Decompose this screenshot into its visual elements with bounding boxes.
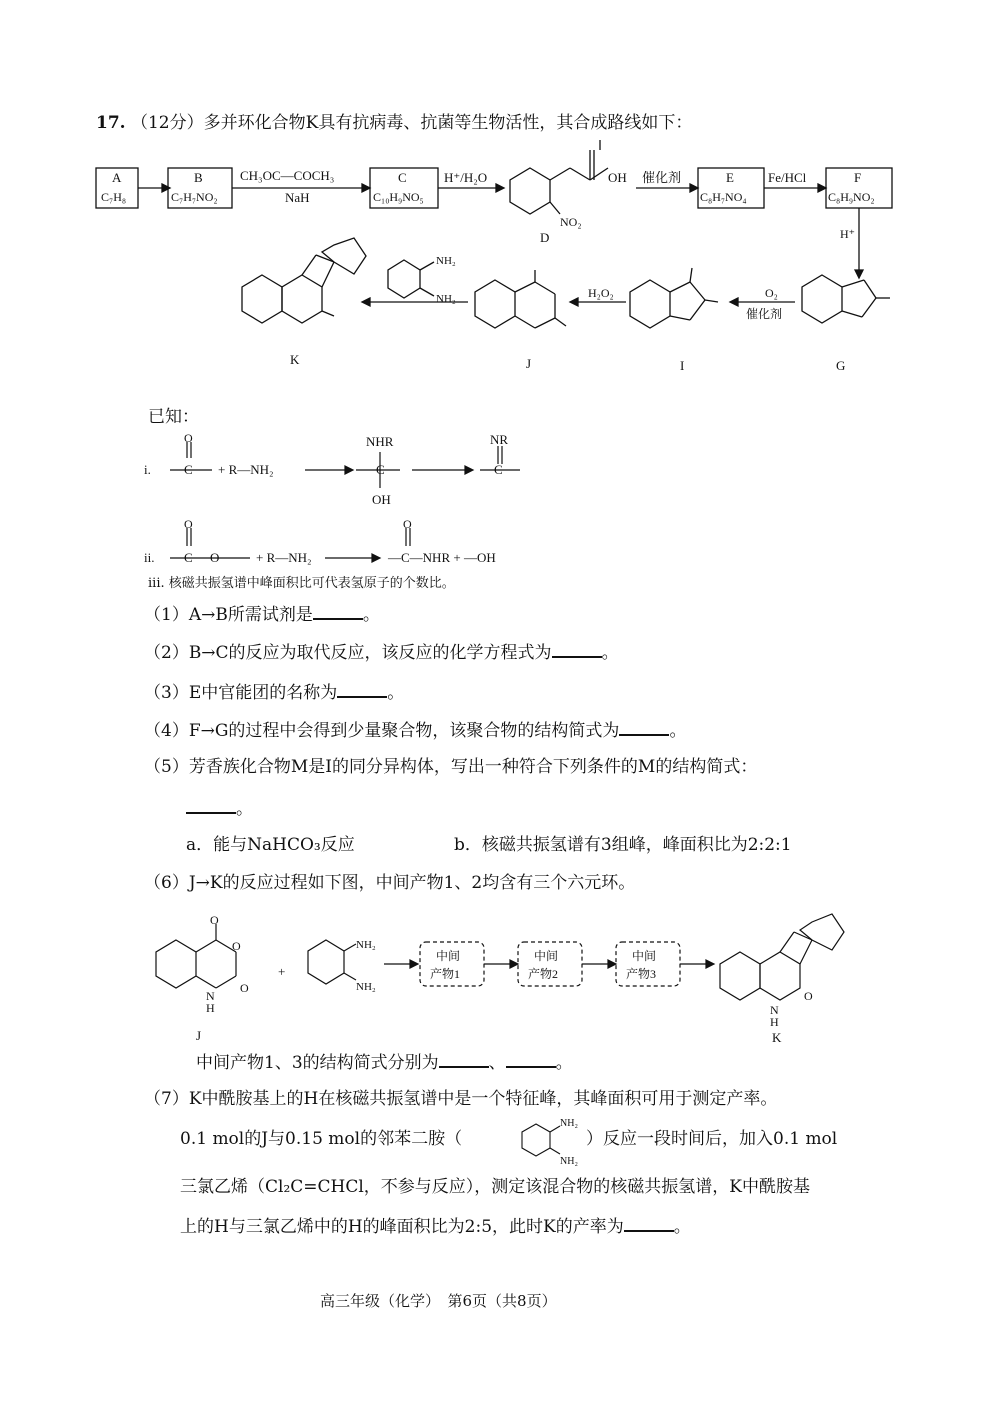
q6-K-ring-b xyxy=(760,952,800,1000)
arrow-DE-label: 催化剂 xyxy=(642,170,682,185)
arrow-GI-bottom: 催化剂 xyxy=(746,307,783,321)
q6-J-label: J xyxy=(196,1028,202,1043)
compound-G-ring xyxy=(802,275,842,323)
J-label: J xyxy=(526,356,532,371)
known-i-nr: NR xyxy=(490,432,509,447)
q6-K-ring-a xyxy=(720,952,760,1000)
box2-line1: 中间 xyxy=(534,949,559,963)
E-formula: C₈H₇NO₄ xyxy=(700,190,747,204)
B-label: B xyxy=(194,170,203,185)
svg-text:C: C xyxy=(184,462,193,477)
item-2: （2）B→C的反应为取代反应，该反应的化学方程式为 。 xyxy=(144,640,619,664)
svg-text:O: O xyxy=(240,981,249,995)
svg-text:NH₂: NH₂ xyxy=(560,1118,578,1129)
reagent-JK-nh2-top: NH₂ xyxy=(436,255,456,267)
item-7d: 上的H与三氯乙烯中的H的峰面积比为2:5，此时K的产率为 。 xyxy=(180,1214,691,1238)
arrow-IJ-label: H₂O₂ xyxy=(588,286,614,300)
item-7b1: 0.1 mol的J与0.15 mol的邻苯二胺（ xyxy=(180,1129,463,1149)
known-i-nhr: NHR xyxy=(366,434,394,449)
box1-line1: 中间 xyxy=(436,949,461,963)
item-5: （5）芳香族化合物M是I的同分异构体，写出一种符合下列条件的M的结构简式： xyxy=(144,757,758,777)
svg-text:O: O xyxy=(232,939,241,953)
item-5-blank: 。 xyxy=(186,796,253,820)
known-ii-marker: ii. xyxy=(144,550,155,565)
svg-text:+: + xyxy=(278,964,286,979)
known-i-marker: i. xyxy=(144,462,151,477)
item-7c: 三氯乙烯（Cl₂C=CHCl，不参与反应），测定该混合物的核磁共振氢谱，K中酰胺基 xyxy=(180,1177,810,1197)
K-label: K xyxy=(290,352,300,367)
question-intro: （12分）多并环化合物K具有抗病毒、抗菌等生物活性，其合成路线如下： xyxy=(130,113,693,133)
box1-line2: 产物1 xyxy=(430,967,461,981)
known-i-reagent: + R—NH₂ xyxy=(218,462,274,477)
svg-text:O: O xyxy=(210,913,219,927)
svg-text:O: O xyxy=(184,431,193,445)
svg-text:C: C xyxy=(184,550,193,565)
svg-text:C: C xyxy=(376,462,385,477)
D-no2: NO₂ xyxy=(560,215,582,229)
item-5a: a．能与NaHCO₃反应 xyxy=(186,835,355,855)
reagent-JK-nh2-bottom: NH₂ xyxy=(436,293,456,305)
G-label: G xyxy=(836,358,846,373)
A-formula: C₇H₈ xyxy=(101,190,127,204)
svg-text:H: H xyxy=(770,1015,779,1029)
I-label: I xyxy=(680,358,685,373)
svg-text:O: O xyxy=(403,517,412,531)
svg-text:H: H xyxy=(206,1001,215,1015)
q6-J-ring xyxy=(156,940,196,988)
svg-text:NH₂: NH₂ xyxy=(356,981,376,993)
item-5b: b．核磁共振氢谱有3组峰，峰面积比为2:2:1 xyxy=(454,835,792,855)
known-ii-product: —C—NHR + —OH xyxy=(388,550,496,565)
arrow-CD-label: H⁺/H₂O xyxy=(444,170,488,185)
svg-text:C: C xyxy=(494,462,503,477)
item-1: （1）A→B所需试剂是 。 xyxy=(144,602,380,626)
q7-diamine-structure xyxy=(512,1114,592,1166)
known-title: 已知： xyxy=(148,407,199,427)
reagent-BC-top: CH₃OC—COCH₃ xyxy=(240,168,335,183)
reagent-BC-bottom: NaH xyxy=(285,190,310,205)
C-label: C xyxy=(398,170,407,185)
compound-J-ring xyxy=(475,280,515,328)
item-6-ask: 中间产物1、3的结构简式分别为 、 。 xyxy=(196,1050,573,1074)
page-footer: 高三年级（化学） 第6页（共8页） xyxy=(320,1292,557,1310)
known-reactions xyxy=(140,428,560,588)
arrow-EF-label: Fe/HCl xyxy=(768,170,807,185)
svg-text:NH₂: NH₂ xyxy=(356,939,376,951)
box2-line2: 产物2 xyxy=(528,967,559,981)
compound-D-ring xyxy=(510,168,550,214)
C-formula: C₁₀H₉NO₅ xyxy=(373,190,424,204)
F-label: F xyxy=(854,170,862,185)
arrow-FG-label: H⁺ xyxy=(840,227,855,241)
svg-text:O: O xyxy=(210,550,220,565)
j-to-k-pathway-diagram xyxy=(140,906,880,1056)
D-label: D xyxy=(540,230,550,245)
box3-line2: 产物3 xyxy=(626,967,657,981)
item-6: （6）J→K的反应过程如下图，中间产物1、2均含有三个六元环。 xyxy=(144,873,636,893)
known-i-oh: OH xyxy=(372,492,391,507)
B-formula: C₇H₇NO₂ xyxy=(171,190,218,204)
question-number: 17. xyxy=(96,113,126,133)
q6-K-ring-c xyxy=(800,914,844,950)
known-ii-reagent: + R—NH₂ xyxy=(256,550,312,565)
svg-text:O: O xyxy=(184,517,193,531)
compound-K-ring-b xyxy=(282,275,322,323)
E-label: E xyxy=(726,170,734,185)
known-iii: iii. 核磁共振氢谱中峰面积比可代表氢原子的个数比。 xyxy=(148,576,455,591)
svg-text:N: N xyxy=(206,989,215,1003)
item-4: （4）F→G的过程中会得到少量聚合物，该聚合物的结构简式为 。 xyxy=(144,718,686,742)
q6-diamine-ring xyxy=(308,940,344,984)
q6-K-label: K xyxy=(772,1030,782,1045)
compound-I-ring xyxy=(630,280,670,328)
svg-text:NH₂: NH₂ xyxy=(560,1156,578,1166)
synthesis-route-diagram xyxy=(0,130,992,390)
F-formula: C₈H₉NO₂ xyxy=(828,190,875,204)
item-3: （3）E中官能团的名称为 。 xyxy=(144,680,404,704)
svg-text:N: N xyxy=(770,1003,779,1017)
compound-K-ring-a xyxy=(242,275,282,323)
box3-line1: 中间 xyxy=(632,949,657,963)
D-oh: OH xyxy=(608,170,627,185)
A-label: A xyxy=(112,170,122,185)
arrow-GI-top: O₂ xyxy=(765,286,778,300)
compound-K-ring-c xyxy=(322,238,366,274)
item-7b2: ）反应一段时间后，加入0.1 mol xyxy=(586,1129,838,1149)
phenylenediamine-ring xyxy=(388,260,420,298)
item-7a: （7）K中酰胺基上的H在核磁共振氢谱中是一个特征峰，其峰面积可用于测定产率。 xyxy=(144,1089,778,1109)
svg-text:O: O xyxy=(804,989,813,1003)
